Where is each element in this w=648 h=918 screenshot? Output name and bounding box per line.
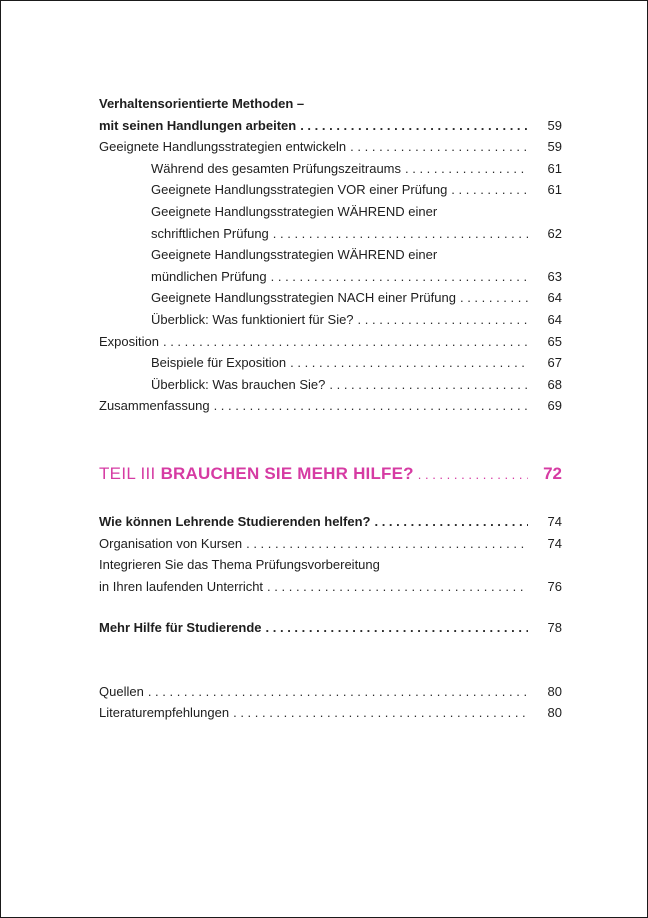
dot-leader <box>148 681 528 703</box>
part-label: TEIL III <box>99 463 156 483</box>
toc-entry-page: 65 <box>547 333 562 349</box>
toc-entry-title: in Ihren laufenden Unterricht <box>99 578 264 594</box>
part-page: 72 <box>543 463 562 483</box>
toc-entry-page: 80 <box>547 705 562 721</box>
toc-entry-title: Geeignete Handlungsstrategien entwickeln <box>99 139 347 155</box>
toc-entry-page: 74 <box>547 513 562 529</box>
toc-entry-page: 61 <box>547 182 562 198</box>
toc-entry-page: 64 <box>547 290 562 306</box>
toc-entry-page: 69 <box>547 398 562 414</box>
table-of-contents <box>99 93 562 724</box>
toc-entry-page: 78 <box>547 620 562 636</box>
toc-entry-title: schriftlichen Prüfung <box>151 225 269 241</box>
spacer <box>99 597 562 617</box>
dot-leader <box>273 223 528 245</box>
toc-entry <box>99 576 562 598</box>
dot-leader <box>290 352 528 374</box>
toc-entry-page: 59 <box>547 117 562 133</box>
toc-entry-page: 74 <box>547 535 562 551</box>
toc-entry <box>99 395 562 417</box>
dot-leader <box>451 179 528 201</box>
dot-leader <box>350 136 528 158</box>
toc-entry-page: 80 <box>547 683 562 699</box>
toc-entry-title: Geeignete Handlungsstrategien NACH einer Prüfung <box>151 290 456 306</box>
toc-entry-title: mündlichen Prüfung <box>151 268 267 284</box>
dot-leader <box>374 511 528 533</box>
toc-entry-title: Wie können Lehrende Studierenden helfen? <box>99 513 371 529</box>
dot-leader <box>163 331 528 353</box>
toc-subentry <box>99 223 562 245</box>
toc-entry-title: mit seinen Handlungen arbeiten <box>99 117 297 133</box>
spacer <box>99 489 562 511</box>
toc-entry-title: Überblick: Was funktioniert für Sie? <box>151 311 354 327</box>
dot-leader <box>271 266 528 288</box>
toc-entry-title: Verhaltensorientierte Methoden – <box>99 96 305 111</box>
toc-entry <box>99 533 562 555</box>
toc-entry-title: Zusammenfassung <box>99 398 210 414</box>
toc-entry-title: Geeignete Handlungsstrategien WÄHREND einer <box>151 247 438 263</box>
toc-entry-page: 64 <box>547 311 562 327</box>
toc-subentry <box>99 287 562 309</box>
dot-leader <box>358 309 528 331</box>
toc-entry-title: Literaturempfehlungen <box>99 705 230 721</box>
toc-entry-page: 61 <box>547 160 562 176</box>
toc-entry-page: 76 <box>547 578 562 594</box>
dot-leader <box>246 533 528 555</box>
toc-entry-title: Während des gesamten Prüfungszeitraums <box>151 160 402 176</box>
toc-entry <box>99 115 562 137</box>
toc-subentry <box>99 374 562 396</box>
toc-entry-title: Mehr Hilfe für Studierende <box>99 620 262 636</box>
toc-subentry <box>99 244 562 266</box>
toc-entry <box>99 554 562 576</box>
toc-entry <box>99 93 562 115</box>
toc-entry-title: Quellen <box>99 683 144 699</box>
toc-entry <box>99 702 562 724</box>
dot-leader <box>460 287 528 309</box>
dot-leader <box>405 158 528 180</box>
toc-subentry <box>99 309 562 331</box>
toc-entry-page: 63 <box>547 268 562 284</box>
dot-leader <box>266 617 528 639</box>
dot-leader <box>329 374 528 396</box>
toc-entry-title: Integrieren Sie das Thema Prüfungsvorbereitung <box>99 557 380 573</box>
spacer <box>99 639 562 681</box>
toc-entry-title: Organisation von Kursen <box>99 535 243 551</box>
toc-entry-title: Geeignete Handlungsstrategien VOR einer Prüfung <box>151 182 448 198</box>
dot-leader <box>214 395 528 417</box>
toc-entry <box>99 617 562 639</box>
toc-entry-page: 62 <box>547 225 562 241</box>
toc-entry-page: 68 <box>547 376 562 392</box>
toc-entry-title: Exposition <box>99 333 159 349</box>
dot-leader <box>233 702 528 724</box>
part-title: BRAUCHEN SIE MEHR HILFE? <box>160 463 414 483</box>
toc-entry <box>99 136 562 158</box>
part-heading <box>99 459 562 489</box>
toc-entry-title: Beispiele für Exposition <box>151 355 287 371</box>
toc-subentry <box>99 179 562 201</box>
toc-subentry <box>99 158 562 180</box>
toc-subentry <box>99 266 562 288</box>
toc-subentry <box>99 352 562 374</box>
toc-entry-page: 59 <box>547 139 562 155</box>
dot-leader <box>418 460 528 490</box>
toc-entry <box>99 681 562 703</box>
spacer <box>99 417 562 459</box>
toc-subentry <box>99 201 562 223</box>
dot-leader <box>300 115 528 137</box>
toc-entry <box>99 511 562 533</box>
toc-entry-page: 67 <box>547 355 562 371</box>
toc-entry-title: Geeignete Handlungsstrategien WÄHREND einer <box>151 203 438 219</box>
toc-entry <box>99 331 562 353</box>
toc-entry-title: Überblick: Was brauchen Sie? <box>151 376 326 392</box>
dot-leader <box>267 576 528 598</box>
